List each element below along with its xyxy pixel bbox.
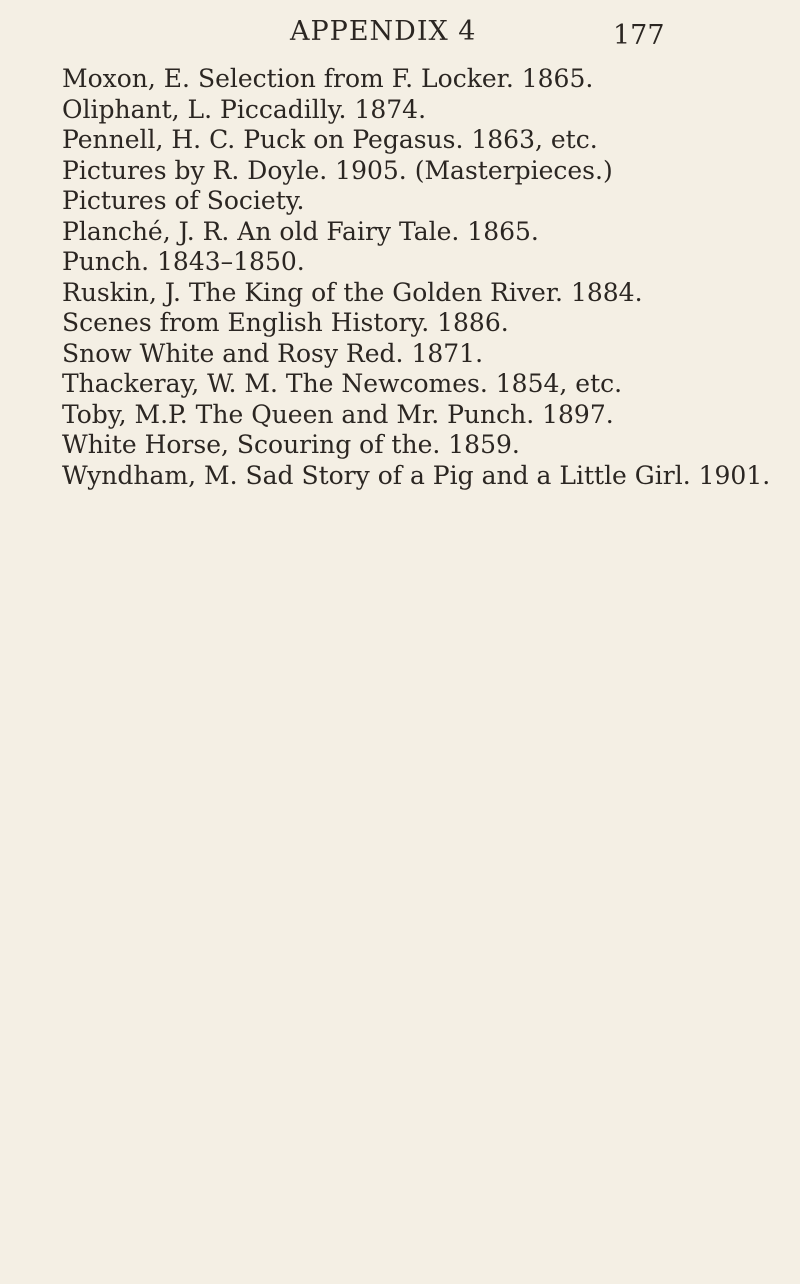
bibliography-entry: Pictures of Society.: [62, 186, 305, 215]
bibliography-entry: Ruskin, J. The King of the Golden River. 1884.: [62, 277, 643, 307]
bibliography-entry: Scenes from English History. 1886.: [62, 308, 509, 337]
page-header-title: APPENDIX 4: [290, 16, 477, 47]
bibliography-entry: Punch. 1843–1850.: [62, 247, 305, 276]
bibliography-entry: White Horse, Scouring of the. 1859.: [62, 430, 520, 459]
bibliography-entry: Pictures by R. Doyle. 1905. (Masterpieces.): [62, 155, 613, 185]
bibliography-entry: Moxon, E. Selection from F. Locker. 1865.: [62, 64, 594, 93]
page-number: 177: [613, 20, 665, 51]
bibliography-entry: Planché, J. R. An old Fairy Tale. 1865.: [62, 216, 539, 246]
bibliography-entry: Snow White and Rosy Red. 1871.: [62, 338, 484, 368]
running-head: [0, 16, 800, 56]
bibliography-entry: Thackeray, W. M. The Newcomes. 1854, etc.: [62, 369, 623, 398]
bibliography-entry: Wyndham, M. Sad Story of a Pig and a Little Girl. 1901.: [62, 460, 771, 490]
bibliography-entry: Oliphant, L. Piccadilly. 1874.: [62, 94, 427, 124]
bibliography-list: [62, 64, 770, 491]
bibliography-entry: Pennell, H. C. Puck on Pegasus. 1863, etc.: [62, 125, 598, 154]
bibliography-entry: Toby, M.P. The Queen and Mr. Punch. 1897.: [62, 399, 614, 429]
